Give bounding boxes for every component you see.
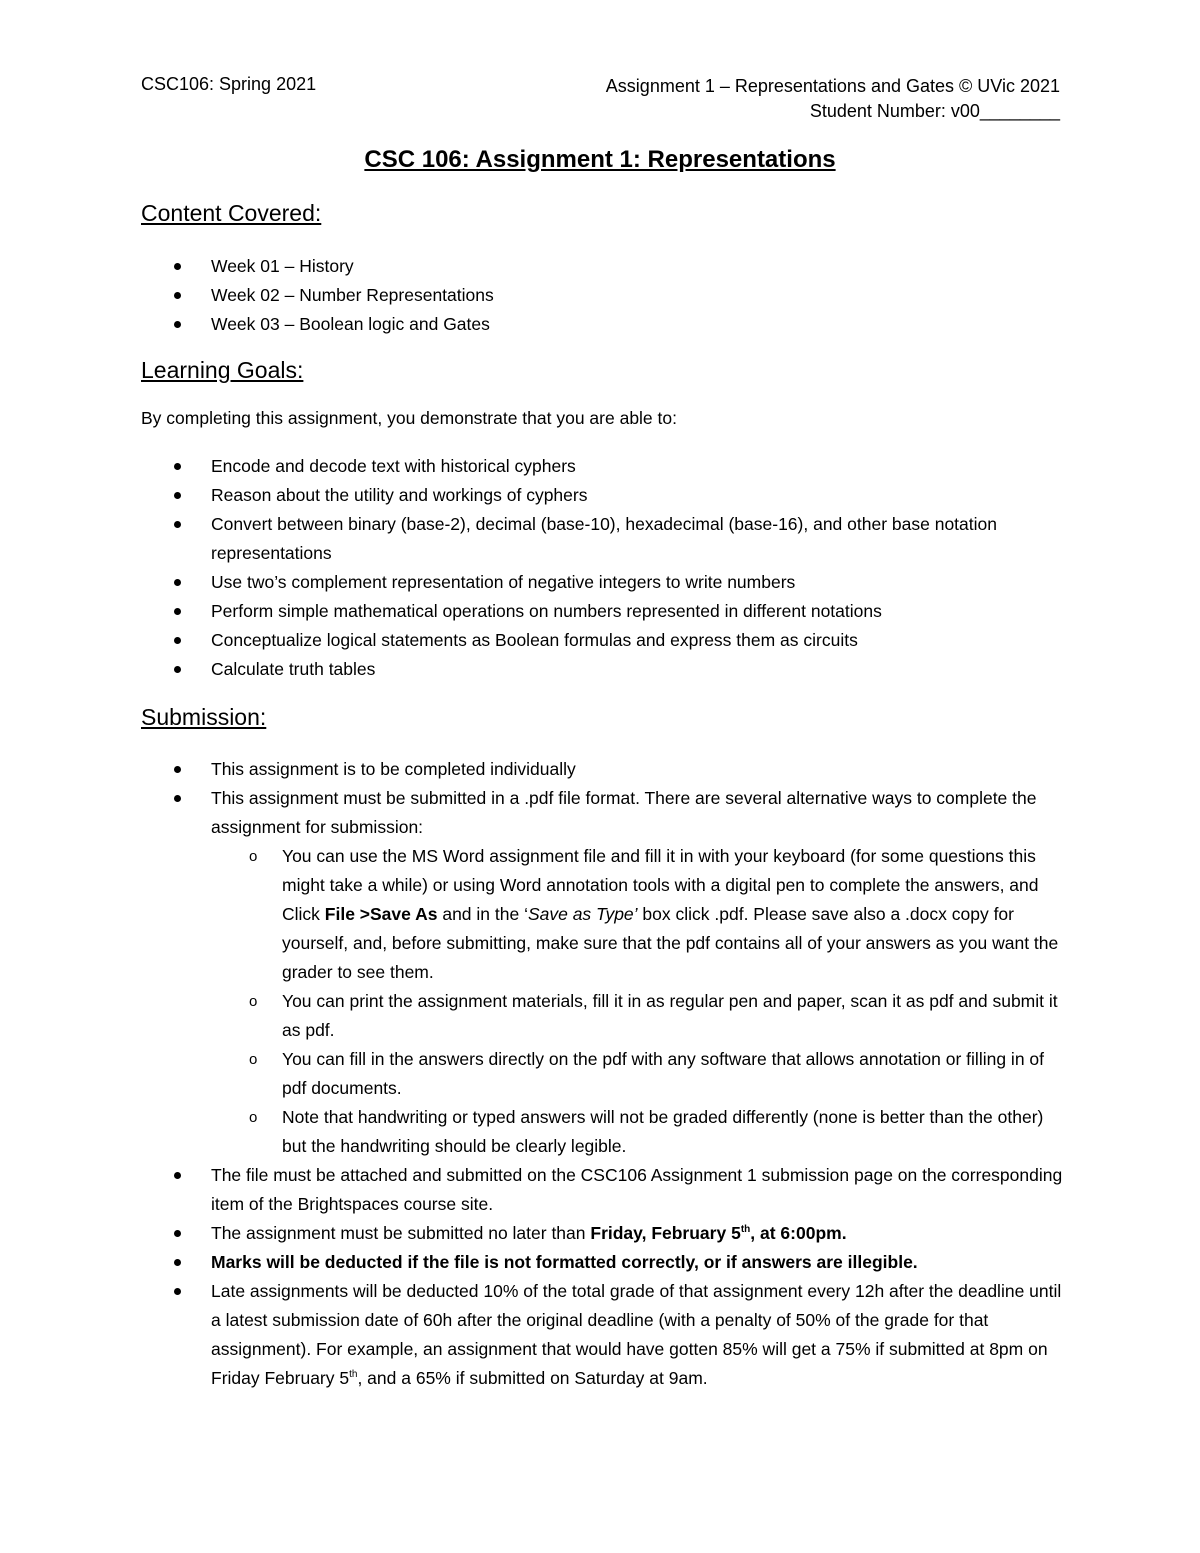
list-item <box>211 1277 1071 1393</box>
page-title: CSC 106: Assignment 1: Representations <box>364 146 836 173</box>
list-item: Week 02 – Number Representations <box>211 281 1071 310</box>
sub-item-text: box click .pdf. Please save also a .docx copy for yourself, and, before submitting, make sure that the pdf contains all of your answers as you want the grader to see them. <box>282 904 1059 982</box>
sub-list-item: o Note that handwriting or typed answers will not be graded differently (none is better than the other) but the handwriting should be clearly legible. <box>282 1103 1071 1161</box>
learning-goals-intro: By completing this assignment, you demonstrate that you are able to: <box>141 408 677 428</box>
list-item: The file must be attached and submitted on the CSC106 Assignment 1 submission page on the corresponding item of the Brightspaces course site. <box>211 1161 1071 1219</box>
sub-list-item: o You can print the assignment materials, fill it in as regular pen and paper, scan it as pdf and submit it as pdf. <box>282 987 1071 1045</box>
list-item <box>211 784 1071 1161</box>
late-policy-text-end: , and a 65% if submitted on Saturday at 9am. <box>357 1368 708 1388</box>
list-item: Encode and decode text with historical cyphers <box>211 452 1071 481</box>
list-item: Calculate truth tables <box>211 655 1071 684</box>
list-item: Use two’s complement representation of negative integers to write numbers <box>211 568 1071 597</box>
file-save-as-text: File >Save As <box>324 904 438 924</box>
header-course: CSC106: Spring 2021 <box>141 74 317 94</box>
deadline-date <box>590 1223 846 1243</box>
sub-list-item: o You can fill in the answers directly on the pdf with any software that allows annotation or filling in of pdf documents. <box>282 1045 1071 1103</box>
content-covered-heading: Content Covered: <box>141 200 322 226</box>
list-item <box>211 1248 1071 1277</box>
late-policy-sup: th <box>349 1369 358 1381</box>
sub-item-text: You can use the MS Word assignment file and fill it in with your keyboard (for some questions this might take a while) or using Word annotation tools with a digital pen to complete the answers, and Click <box>282 846 1039 924</box>
deadline-day: Friday, February 5 <box>590 1223 741 1243</box>
list-item: Week 03 – Boolean logic and Gates <box>211 310 1071 339</box>
submission-item-text: This assignment must be submitted in a .pdf file format. There are several alternative ways to complete the assignment for submission: <box>211 788 1037 837</box>
deadline-text: The assignment must be submitted no later than <box>211 1223 591 1243</box>
header-right <box>606 74 1060 124</box>
list-item: Conceptualize logical statements as Boolean formulas and express them as circuits <box>211 626 1071 655</box>
list-item <box>211 1219 1071 1248</box>
list-item: Perform simple mathematical operations on numbers represented in different notations <box>211 597 1071 626</box>
save-as-type-text: Save as Type’ <box>527 904 638 924</box>
deadline-time: , at 6:00pm. <box>750 1223 847 1243</box>
submission-heading: Submission: <box>141 704 267 730</box>
sub-item-text: and in the ‘ <box>437 904 528 924</box>
late-policy-text: Late assignments will be deducted 10% of the total grade of that assignment every 12h after the deadline until a latest submission date of 60h after the original deadline (with a penalty of 50% of the grade for that assignment). For example, an assignment that would have gotten 85% will get a 75% if submitted at 8pm on Friday February 5 <box>211 1281 1062 1388</box>
header-student-number: Student Number: v00________ <box>809 101 1060 121</box>
sub-list-item <box>282 842 1071 987</box>
content-covered-list <box>211 252 1071 339</box>
list-item: Week 01 – History <box>211 252 1071 281</box>
list-item: Convert between binary (base-2), decimal (base-10), hexadecimal (base-16), and other base notation representations <box>211 510 1071 568</box>
marks-deduction-warning: Marks will be deducted if the file is not formatted correctly, or if answers are illegible. <box>211 1252 918 1272</box>
header-assignment: Assignment 1 – Representations and Gates © UVic 2021 <box>605 76 1060 96</box>
list-item: Reason about the utility and workings of cyphers <box>211 481 1071 510</box>
learning-goals-list <box>211 452 1071 684</box>
deadline-sup: th <box>740 1224 751 1236</box>
learning-goals-heading: Learning Goals: <box>141 357 304 383</box>
submission-sublist <box>211 842 1071 1161</box>
submission-list <box>211 755 1071 1393</box>
list-item: This assignment is to be completed individually <box>211 755 1071 784</box>
